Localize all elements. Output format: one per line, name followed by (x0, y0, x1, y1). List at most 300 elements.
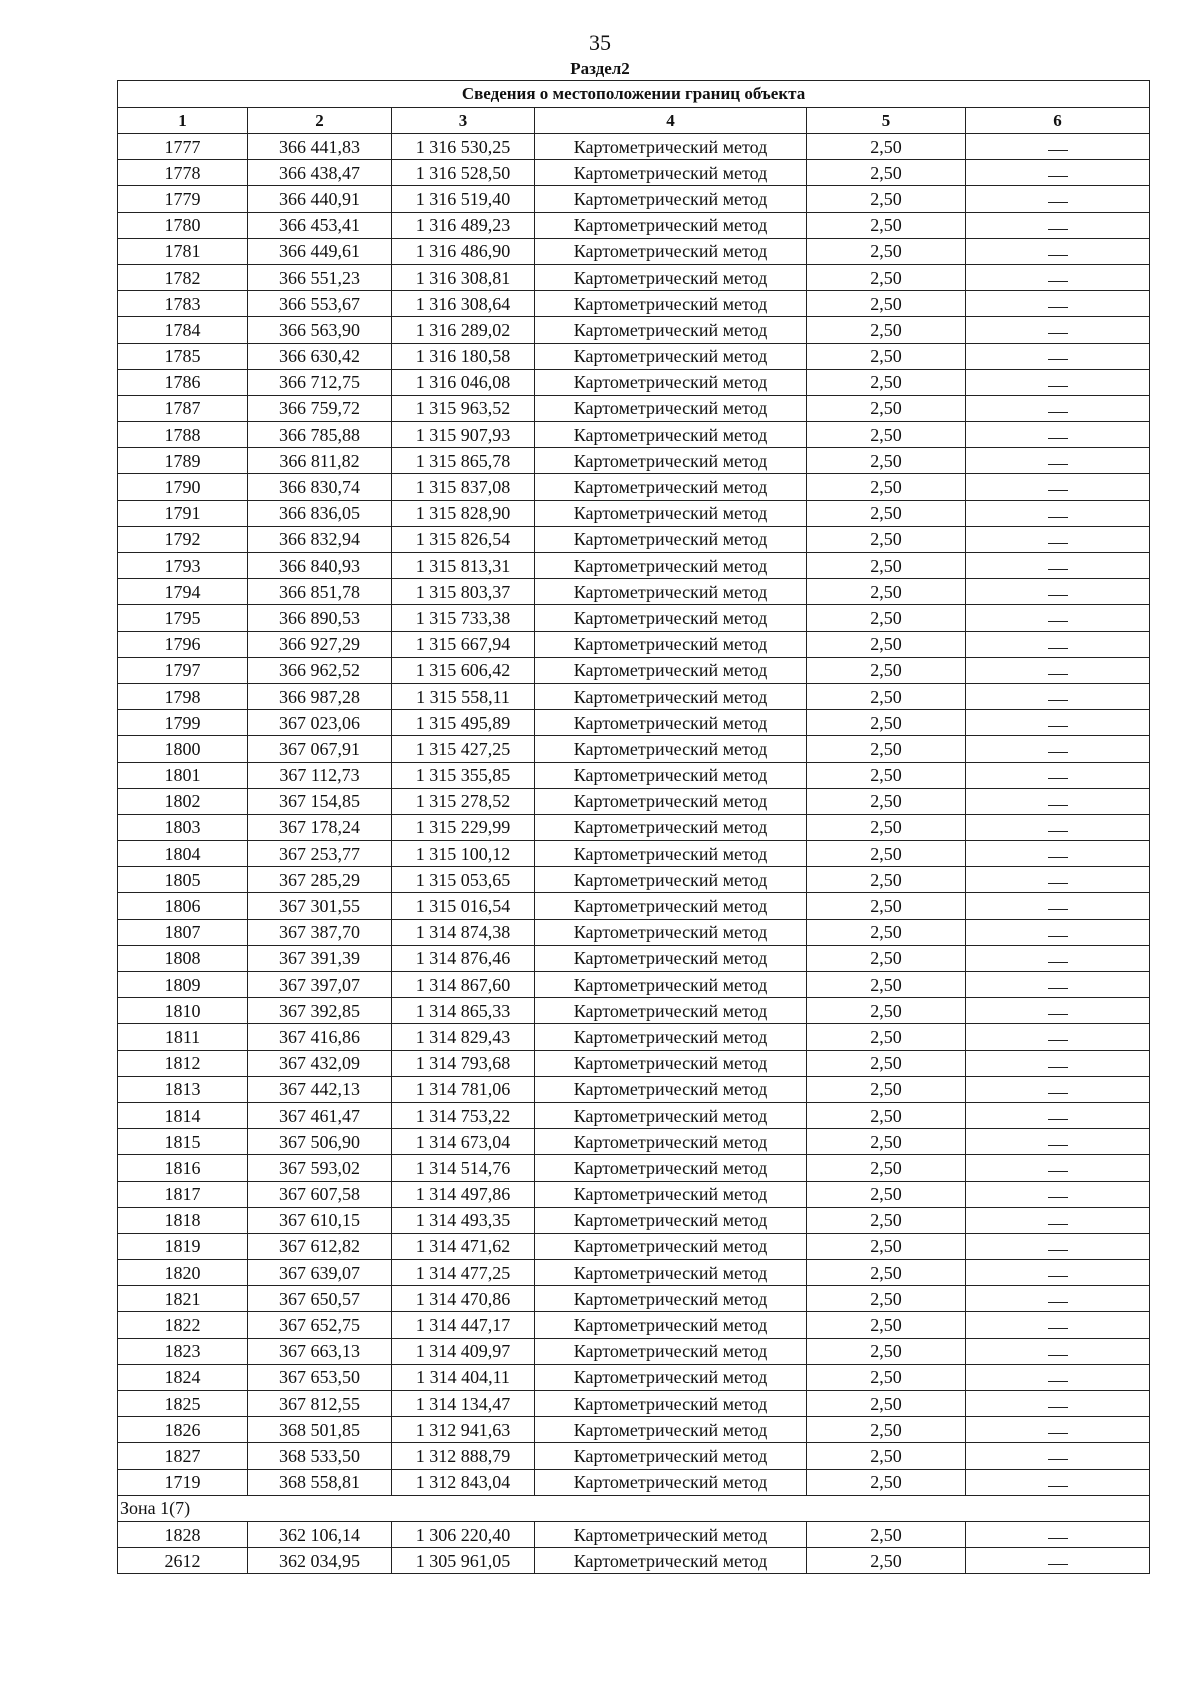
table-row (118, 1338, 1150, 1364)
y-coordinate-cell: 1 316 289,02 (392, 317, 535, 343)
point-number-cell: 1809 (118, 972, 248, 998)
empty-value-cell (966, 736, 1150, 762)
method-cell: Картометрический метод (535, 1443, 807, 1469)
accuracy-cell: 2,50 (807, 1391, 966, 1417)
x-coordinate-cell: 367 154,85 (248, 788, 392, 814)
x-coordinate-cell: 367 812,55 (248, 1391, 392, 1417)
point-number-cell: 1792 (118, 526, 248, 552)
y-coordinate-cell: 1 306 220,40 (392, 1521, 535, 1547)
column-number-row (118, 108, 1150, 134)
point-number-cell: 1780 (118, 212, 248, 238)
dash-mark (1048, 936, 1068, 937)
column-number: 3 (392, 108, 535, 134)
method-cell: Картометрический метод (535, 1233, 807, 1259)
dash-mark (1048, 1171, 1068, 1172)
accuracy-cell: 2,50 (807, 657, 966, 683)
y-coordinate-cell: 1 314 477,25 (392, 1260, 535, 1286)
empty-value-cell (966, 238, 1150, 264)
method-cell: Картометрический метод (535, 134, 807, 160)
y-coordinate-cell: 1 316 046,08 (392, 369, 535, 395)
dash-mark (1048, 281, 1068, 282)
accuracy-cell: 2,50 (807, 553, 966, 579)
method-cell: Картометрический метод (535, 841, 807, 867)
accuracy-cell: 2,50 (807, 736, 966, 762)
point-number-cell: 1828 (118, 1521, 248, 1547)
dash-mark (1048, 883, 1068, 884)
point-number-cell: 1799 (118, 710, 248, 736)
method-cell: Картометрический метод (535, 1260, 807, 1286)
dash-mark (1048, 176, 1068, 177)
dash-mark (1048, 1093, 1068, 1094)
empty-value-cell (966, 291, 1150, 317)
x-coordinate-cell: 366 759,72 (248, 395, 392, 421)
empty-value-cell (966, 1155, 1150, 1181)
column-number: 4 (535, 108, 807, 134)
x-coordinate-cell: 366 836,05 (248, 500, 392, 526)
point-number-cell: 1793 (118, 553, 248, 579)
point-number-cell: 1782 (118, 264, 248, 290)
x-coordinate-cell: 366 440,91 (248, 186, 392, 212)
empty-value-cell (966, 317, 1150, 343)
accuracy-cell: 2,50 (807, 474, 966, 500)
empty-value-cell (966, 1417, 1150, 1443)
dash-mark (1048, 569, 1068, 570)
method-cell: Картометрический метод (535, 945, 807, 971)
table-row (118, 369, 1150, 395)
empty-value-cell (966, 893, 1150, 919)
x-coordinate-cell: 366 890,53 (248, 605, 392, 631)
y-coordinate-cell: 1 312 941,63 (392, 1417, 535, 1443)
dash-mark (1048, 359, 1068, 360)
point-number-cell: 1818 (118, 1207, 248, 1233)
x-coordinate-cell: 367 416,86 (248, 1024, 392, 1050)
y-coordinate-cell: 1 314 874,38 (392, 919, 535, 945)
dash-mark (1048, 1355, 1068, 1356)
table-row (118, 1155, 1150, 1181)
y-coordinate-cell: 1 315 803,37 (392, 579, 535, 605)
x-coordinate-cell: 367 663,13 (248, 1338, 392, 1364)
empty-value-cell (966, 605, 1150, 631)
empty-value-cell (966, 1260, 1150, 1286)
dash-mark (1048, 255, 1068, 256)
point-number-cell: 2612 (118, 1548, 248, 1574)
point-number-cell: 1806 (118, 893, 248, 919)
method-cell: Картометрический метод (535, 683, 807, 709)
empty-value-cell (966, 1076, 1150, 1102)
y-coordinate-cell: 1 315 100,12 (392, 841, 535, 867)
dash-mark (1048, 386, 1068, 387)
method-cell: Картометрический метод (535, 1521, 807, 1547)
dash-mark (1048, 1564, 1068, 1565)
table-row (118, 1076, 1150, 1102)
accuracy-cell: 2,50 (807, 264, 966, 290)
dash-mark (1048, 909, 1068, 910)
accuracy-cell: 2,50 (807, 134, 966, 160)
x-coordinate-cell: 367 391,39 (248, 945, 392, 971)
empty-value-cell (966, 1391, 1150, 1417)
point-number-cell: 1785 (118, 343, 248, 369)
point-number-cell: 1816 (118, 1155, 248, 1181)
method-cell: Картометрический метод (535, 893, 807, 919)
method-cell: Картометрический метод (535, 998, 807, 1024)
method-cell: Картометрический метод (535, 1207, 807, 1233)
x-coordinate-cell: 367 593,02 (248, 1155, 392, 1181)
table-row (118, 657, 1150, 683)
empty-value-cell (966, 579, 1150, 605)
table-row (118, 998, 1150, 1024)
method-cell: Картометрический метод (535, 1548, 807, 1574)
method-cell: Картометрический метод (535, 867, 807, 893)
empty-value-cell (966, 1207, 1150, 1233)
point-number-cell: 1795 (118, 605, 248, 631)
x-coordinate-cell: 366 851,78 (248, 579, 392, 605)
point-number-cell: 1779 (118, 186, 248, 212)
accuracy-cell: 2,50 (807, 1050, 966, 1076)
accuracy-cell: 2,50 (807, 1548, 966, 1574)
accuracy-cell: 2,50 (807, 1233, 966, 1259)
point-number-cell: 1813 (118, 1076, 248, 1102)
method-cell: Картометрический метод (535, 1312, 807, 1338)
y-coordinate-cell: 1 315 606,42 (392, 657, 535, 683)
method-cell: Картометрический метод (535, 1024, 807, 1050)
empty-value-cell (966, 186, 1150, 212)
point-number-cell: 1827 (118, 1443, 248, 1469)
y-coordinate-cell: 1 314 753,22 (392, 1102, 535, 1128)
method-cell: Картометрический метод (535, 1469, 807, 1495)
y-coordinate-cell: 1 315 355,85 (392, 762, 535, 788)
method-cell: Картометрический метод (535, 422, 807, 448)
dash-mark (1048, 752, 1068, 753)
y-coordinate-cell: 1 314 781,06 (392, 1076, 535, 1102)
dash-mark (1048, 595, 1068, 596)
y-coordinate-cell: 1 315 495,89 (392, 710, 535, 736)
method-cell: Картометрический метод (535, 631, 807, 657)
table-row (118, 736, 1150, 762)
y-coordinate-cell: 1 314 876,46 (392, 945, 535, 971)
dash-mark (1048, 1538, 1068, 1539)
empty-value-cell (966, 1312, 1150, 1338)
table-row (118, 867, 1150, 893)
point-number-cell: 1803 (118, 814, 248, 840)
table-row (118, 788, 1150, 814)
accuracy-cell: 2,50 (807, 160, 966, 186)
method-cell: Картометрический метод (535, 788, 807, 814)
accuracy-cell: 2,50 (807, 1286, 966, 1312)
x-coordinate-cell: 368 533,50 (248, 1443, 392, 1469)
dash-mark (1048, 229, 1068, 230)
table-row (118, 264, 1150, 290)
empty-value-cell (966, 1050, 1150, 1076)
method-cell: Картометрический метод (535, 343, 807, 369)
x-coordinate-cell: 367 607,58 (248, 1181, 392, 1207)
accuracy-cell: 2,50 (807, 683, 966, 709)
empty-value-cell (966, 448, 1150, 474)
x-coordinate-cell: 367 461,47 (248, 1102, 392, 1128)
x-coordinate-cell: 367 392,85 (248, 998, 392, 1024)
empty-value-cell (966, 160, 1150, 186)
accuracy-cell: 2,50 (807, 1469, 966, 1495)
table-row (118, 1443, 1150, 1469)
method-cell: Картометрический метод (535, 369, 807, 395)
empty-value-cell (966, 1338, 1150, 1364)
accuracy-cell: 2,50 (807, 422, 966, 448)
point-number-cell: 1802 (118, 788, 248, 814)
y-coordinate-cell: 1 314 470,86 (392, 1286, 535, 1312)
dash-mark (1048, 1119, 1068, 1120)
table-row (118, 500, 1150, 526)
dash-mark (1048, 202, 1068, 203)
empty-value-cell (966, 1129, 1150, 1155)
y-coordinate-cell: 1 316 489,23 (392, 212, 535, 238)
y-coordinate-cell: 1 316 308,81 (392, 264, 535, 290)
dash-mark (1048, 1014, 1068, 1015)
y-coordinate-cell: 1 314 471,62 (392, 1233, 535, 1259)
x-coordinate-cell: 362 034,95 (248, 1548, 392, 1574)
x-coordinate-cell: 366 553,67 (248, 291, 392, 317)
dash-mark (1048, 621, 1068, 622)
table-row (118, 1050, 1150, 1076)
table-row (118, 1260, 1150, 1286)
table-row (118, 1024, 1150, 1050)
x-coordinate-cell: 366 563,90 (248, 317, 392, 343)
accuracy-cell: 2,50 (807, 579, 966, 605)
method-cell: Картометрический метод (535, 526, 807, 552)
empty-value-cell (966, 1443, 1150, 1469)
empty-value-cell (966, 1286, 1150, 1312)
empty-value-cell (966, 1102, 1150, 1128)
method-cell: Картометрический метод (535, 919, 807, 945)
empty-value-cell (966, 1181, 1150, 1207)
y-coordinate-cell: 1 314 867,60 (392, 972, 535, 998)
point-number-cell: 1824 (118, 1364, 248, 1390)
accuracy-cell: 2,50 (807, 1364, 966, 1390)
y-coordinate-cell: 1 316 528,50 (392, 160, 535, 186)
method-cell: Картометрический метод (535, 605, 807, 631)
empty-value-cell (966, 1469, 1150, 1495)
point-number-cell: 1814 (118, 1102, 248, 1128)
y-coordinate-cell: 1 315 733,38 (392, 605, 535, 631)
x-coordinate-cell: 366 630,42 (248, 343, 392, 369)
dash-mark (1048, 333, 1068, 334)
point-number-cell: 1812 (118, 1050, 248, 1076)
y-coordinate-cell: 1 305 961,05 (392, 1548, 535, 1574)
dash-mark (1048, 726, 1068, 727)
accuracy-cell: 2,50 (807, 1312, 966, 1338)
empty-value-cell (966, 1548, 1150, 1574)
accuracy-cell: 2,50 (807, 238, 966, 264)
empty-value-cell (966, 1233, 1150, 1259)
accuracy-cell: 2,50 (807, 841, 966, 867)
y-coordinate-cell: 1 315 813,31 (392, 553, 535, 579)
empty-value-cell (966, 1364, 1150, 1390)
empty-value-cell (966, 683, 1150, 709)
x-coordinate-cell: 366 785,88 (248, 422, 392, 448)
method-cell: Картометрический метод (535, 553, 807, 579)
method-cell: Картометрический метод (535, 395, 807, 421)
dash-mark (1048, 1197, 1068, 1198)
empty-value-cell (966, 814, 1150, 840)
dash-mark (1048, 1040, 1068, 1041)
column-number: 6 (966, 108, 1150, 134)
method-cell: Картометрический метод (535, 160, 807, 186)
table-row (118, 395, 1150, 421)
table-row (118, 1548, 1150, 1574)
table-row (118, 1102, 1150, 1128)
x-coordinate-cell: 367 639,07 (248, 1260, 392, 1286)
y-coordinate-cell: 1 314 404,11 (392, 1364, 535, 1390)
method-cell: Картометрический метод (535, 474, 807, 500)
method-cell: Картометрический метод (535, 1417, 807, 1443)
empty-value-cell (966, 1521, 1150, 1547)
y-coordinate-cell: 1 316 308,64 (392, 291, 535, 317)
zone-label: Зона 1(7) (118, 1495, 1150, 1521)
empty-value-cell (966, 919, 1150, 945)
method-cell: Картометрический метод (535, 579, 807, 605)
point-number-cell: 1719 (118, 1469, 248, 1495)
page-number: 35 (589, 30, 611, 55)
point-number-cell: 1800 (118, 736, 248, 762)
accuracy-cell: 2,50 (807, 814, 966, 840)
caption-row (118, 81, 1150, 108)
empty-value-cell (966, 631, 1150, 657)
empty-value-cell (966, 212, 1150, 238)
x-coordinate-cell: 366 962,52 (248, 657, 392, 683)
point-number-cell: 1798 (118, 683, 248, 709)
accuracy-cell: 2,50 (807, 1076, 966, 1102)
point-number-cell: 1796 (118, 631, 248, 657)
dash-mark (1048, 1250, 1068, 1251)
dash-mark (1048, 1381, 1068, 1382)
x-coordinate-cell: 367 112,73 (248, 762, 392, 788)
dash-mark (1048, 1328, 1068, 1329)
x-coordinate-cell: 366 438,47 (248, 160, 392, 186)
empty-value-cell (966, 422, 1150, 448)
column-number: 2 (248, 108, 392, 134)
x-coordinate-cell: 367 506,90 (248, 1129, 392, 1155)
empty-value-cell (966, 945, 1150, 971)
dash-mark (1048, 962, 1068, 963)
table-row (118, 474, 1150, 500)
empty-value-cell (966, 710, 1150, 736)
x-coordinate-cell: 366 832,94 (248, 526, 392, 552)
point-number-cell: 1811 (118, 1024, 248, 1050)
accuracy-cell: 2,50 (807, 343, 966, 369)
table-row (118, 553, 1150, 579)
table-row (118, 1207, 1150, 1233)
method-cell: Картометрический метод (535, 972, 807, 998)
y-coordinate-cell: 1 314 865,33 (392, 998, 535, 1024)
table-row (118, 631, 1150, 657)
empty-value-cell (966, 867, 1150, 893)
x-coordinate-cell: 367 652,75 (248, 1312, 392, 1338)
table-row (118, 448, 1150, 474)
point-number-cell: 1781 (118, 238, 248, 264)
table-row (118, 919, 1150, 945)
method-cell: Картометрический метод (535, 1155, 807, 1181)
accuracy-cell: 2,50 (807, 867, 966, 893)
table-body (118, 134, 1150, 1574)
dash-mark (1048, 1302, 1068, 1303)
y-coordinate-cell: 1 315 016,54 (392, 893, 535, 919)
method-cell: Картометрический метод (535, 1076, 807, 1102)
table-row (118, 841, 1150, 867)
accuracy-cell: 2,50 (807, 710, 966, 736)
accuracy-cell: 2,50 (807, 395, 966, 421)
accuracy-cell: 2,50 (807, 893, 966, 919)
y-coordinate-cell: 1 315 837,08 (392, 474, 535, 500)
x-coordinate-cell: 367 301,55 (248, 893, 392, 919)
dash-mark (1048, 464, 1068, 465)
table-row (118, 343, 1150, 369)
point-number-cell: 1801 (118, 762, 248, 788)
point-number-cell: 1817 (118, 1181, 248, 1207)
table-row (118, 972, 1150, 998)
table-row (118, 893, 1150, 919)
table-row (118, 186, 1150, 212)
accuracy-cell: 2,50 (807, 1181, 966, 1207)
point-number-cell: 1787 (118, 395, 248, 421)
x-coordinate-cell: 366 441,83 (248, 134, 392, 160)
y-coordinate-cell: 1 315 427,25 (392, 736, 535, 762)
dash-mark (1048, 648, 1068, 649)
column-number: 1 (118, 108, 248, 134)
method-cell: Картометрический метод (535, 1391, 807, 1417)
method-cell: Картометрический метод (535, 212, 807, 238)
x-coordinate-cell: 367 650,57 (248, 1286, 392, 1312)
method-cell: Картометрический метод (535, 814, 807, 840)
empty-value-cell (966, 474, 1150, 500)
table-row (118, 1391, 1150, 1417)
accuracy-cell: 2,50 (807, 186, 966, 212)
y-coordinate-cell: 1 314 134,47 (392, 1391, 535, 1417)
point-number-cell: 1790 (118, 474, 248, 500)
dash-mark (1048, 490, 1068, 491)
y-coordinate-cell: 1 315 667,94 (392, 631, 535, 657)
method-cell: Картометрический метод (535, 1181, 807, 1207)
empty-value-cell (966, 526, 1150, 552)
point-number-cell: 1819 (118, 1233, 248, 1259)
y-coordinate-cell: 1 315 229,99 (392, 814, 535, 840)
accuracy-cell: 2,50 (807, 212, 966, 238)
y-coordinate-cell: 1 315 278,52 (392, 788, 535, 814)
accuracy-cell: 2,50 (807, 788, 966, 814)
dash-mark (1048, 857, 1068, 858)
accuracy-cell: 2,50 (807, 369, 966, 395)
empty-value-cell (966, 657, 1150, 683)
accuracy-cell: 2,50 (807, 1207, 966, 1233)
y-coordinate-cell: 1 314 493,35 (392, 1207, 535, 1233)
x-coordinate-cell: 368 501,85 (248, 1417, 392, 1443)
table-row (118, 1417, 1150, 1443)
y-coordinate-cell: 1 315 053,65 (392, 867, 535, 893)
table-row (118, 1233, 1150, 1259)
y-coordinate-cell: 1 315 963,52 (392, 395, 535, 421)
table-row (118, 605, 1150, 631)
point-number-cell: 1808 (118, 945, 248, 971)
dash-mark (1048, 674, 1068, 675)
x-coordinate-cell: 366 453,41 (248, 212, 392, 238)
dash-mark (1048, 1486, 1068, 1487)
dash-mark (1048, 1224, 1068, 1225)
point-number-cell: 1797 (118, 657, 248, 683)
empty-value-cell (966, 972, 1150, 998)
empty-value-cell (966, 500, 1150, 526)
dash-mark (1048, 1067, 1068, 1068)
method-cell: Картометрический метод (535, 317, 807, 343)
dash-mark (1048, 1459, 1068, 1460)
point-number-cell: 1820 (118, 1260, 248, 1286)
method-cell: Картометрический метод (535, 500, 807, 526)
